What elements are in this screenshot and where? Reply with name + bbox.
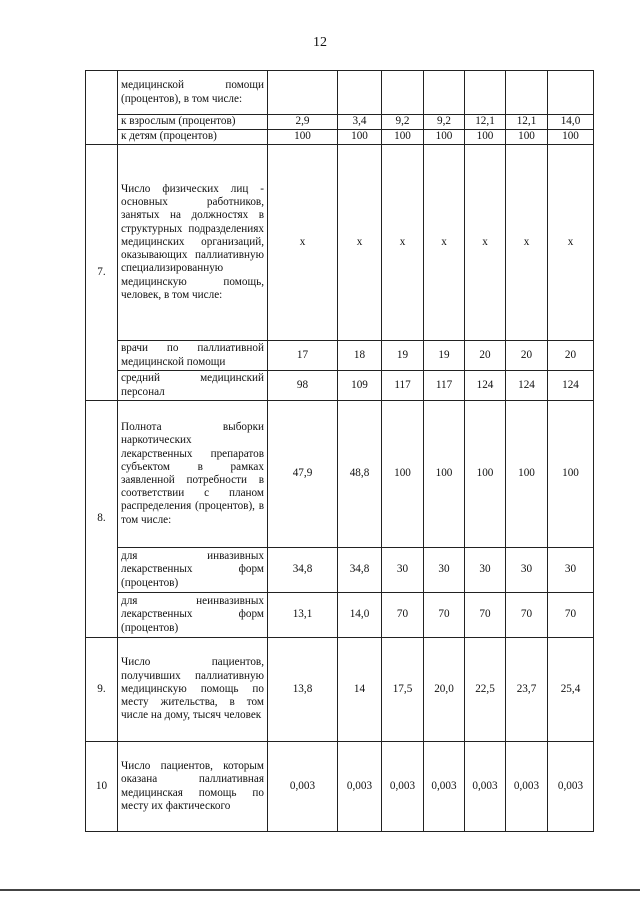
table-row [86, 71, 594, 115]
value-cell: 0,003 [548, 742, 594, 832]
page-number: 12 [313, 35, 327, 50]
value-cell: 100 [268, 130, 338, 145]
value-cell: 124 [506, 371, 548, 401]
value-cell: 124 [548, 371, 594, 401]
value-cell: 47,9 [268, 401, 338, 548]
value-cell: 0,003 [338, 742, 382, 832]
value-cell: 30 [465, 548, 506, 593]
value-cell: 3,4 [338, 115, 382, 130]
value-cell: x [506, 145, 548, 341]
row-label: для инвазивных лекарственных форм (процентов) [118, 548, 268, 593]
value-cell: 14 [338, 638, 382, 742]
value-cell: 0,003 [506, 742, 548, 832]
table-row [86, 638, 594, 742]
value-cell: 17,5 [382, 638, 424, 742]
value-cell: x [548, 145, 594, 341]
value-cell: 9,2 [382, 115, 424, 130]
value-cell: 30 [382, 548, 424, 593]
value-cell: 109 [338, 371, 382, 401]
value-cell: 70 [506, 593, 548, 638]
value-cell [548, 71, 594, 115]
value-cell: x [338, 145, 382, 341]
table-row [86, 548, 594, 593]
row-number: 8. [86, 401, 118, 638]
value-cell: 14,0 [548, 115, 594, 130]
value-cell: 100 [424, 401, 465, 548]
row-number [86, 71, 118, 145]
value-cell: x [382, 145, 424, 341]
value-cell: 12,1 [465, 115, 506, 130]
value-cell: 70 [548, 593, 594, 638]
value-cell: 9,2 [424, 115, 465, 130]
value-cell: 70 [465, 593, 506, 638]
footer-divider [0, 889, 640, 891]
row-label: для неинвазивных лекарственных форм (процентов) [118, 593, 268, 638]
row-number: 9. [86, 638, 118, 742]
value-cell [424, 71, 465, 115]
value-cell: 20 [465, 341, 506, 371]
row-label: к взрослым (процентов) [118, 115, 268, 130]
value-cell: 19 [382, 341, 424, 371]
value-cell: 18 [338, 341, 382, 371]
value-cell: 100 [506, 130, 548, 145]
value-cell: 117 [424, 371, 465, 401]
value-cell: 34,8 [268, 548, 338, 593]
table-row [86, 130, 594, 145]
value-cell: 30 [506, 548, 548, 593]
value-cell: 124 [465, 371, 506, 401]
value-cell: 100 [548, 401, 594, 548]
value-cell: 100 [338, 130, 382, 145]
row-label: Полнота выборки наркотических лекарственных препаратов субъектом в рамках заявленной потребности в соответствии с планом распределения (процентов), в том числе: [118, 401, 268, 548]
value-cell: 23,7 [506, 638, 548, 742]
value-cell [506, 71, 548, 115]
table-row [86, 115, 594, 130]
table-row [86, 401, 594, 548]
row-label: медицинской помощи (процентов), в том числе: [118, 71, 268, 115]
value-cell: 34,8 [338, 548, 382, 593]
table-row [86, 145, 594, 341]
row-label: средний медицинский персонал [118, 371, 268, 401]
value-cell: 20,0 [424, 638, 465, 742]
value-cell: 100 [465, 401, 506, 548]
value-cell: 19 [424, 341, 465, 371]
table-row [86, 742, 594, 832]
value-cell: 0,003 [382, 742, 424, 832]
value-cell: 20 [548, 341, 594, 371]
value-cell: 100 [465, 130, 506, 145]
value-cell: 30 [424, 548, 465, 593]
row-number: 7. [86, 145, 118, 401]
value-cell: 100 [548, 130, 594, 145]
value-cell: 100 [382, 130, 424, 145]
indicators-table [85, 70, 594, 832]
row-label: врачи по паллиативной медицинской помощи [118, 341, 268, 371]
value-cell: 0,003 [424, 742, 465, 832]
row-label: Число пациентов, получивших паллиативную медицинскую помощь по месту жительства, в том числе на дому, тысяч человек [118, 638, 268, 742]
value-cell: 30 [548, 548, 594, 593]
value-cell: 14,0 [338, 593, 382, 638]
value-cell: 70 [382, 593, 424, 638]
value-cell: x [424, 145, 465, 341]
value-cell: 48,8 [338, 401, 382, 548]
value-cell: 70 [424, 593, 465, 638]
value-cell: 25,4 [548, 638, 594, 742]
value-cell: x [268, 145, 338, 341]
value-cell [268, 71, 338, 115]
value-cell: 22,5 [465, 638, 506, 742]
value-cell: x [465, 145, 506, 341]
value-cell: 2,9 [268, 115, 338, 130]
value-cell [338, 71, 382, 115]
value-cell: 17 [268, 341, 338, 371]
value-cell: 100 [382, 401, 424, 548]
value-cell: 0,003 [465, 742, 506, 832]
value-cell: 98 [268, 371, 338, 401]
row-label: Число пациентов, которым оказана паллиативная медицинская помощь по месту их фактического [118, 742, 268, 832]
value-cell: 12,1 [506, 115, 548, 130]
value-cell: 100 [424, 130, 465, 145]
value-cell: 13,1 [268, 593, 338, 638]
row-label: Число физических лиц - основных работников, занятых на должностях в структурных подразделениях медицинских организаций, оказывающих паллиативную специализированную медицинскую помощь, человек, в том числе: [118, 145, 268, 341]
row-number: 10 [86, 742, 118, 832]
value-cell: 117 [382, 371, 424, 401]
row-label: к детям (процентов) [118, 130, 268, 145]
value-cell: 0,003 [268, 742, 338, 832]
value-cell: 20 [506, 341, 548, 371]
table-row [86, 371, 594, 401]
value-cell: 100 [506, 401, 548, 548]
value-cell: 13,8 [268, 638, 338, 742]
value-cell [465, 71, 506, 115]
value-cell [382, 71, 424, 115]
table-row [86, 593, 594, 638]
table-row [86, 341, 594, 371]
